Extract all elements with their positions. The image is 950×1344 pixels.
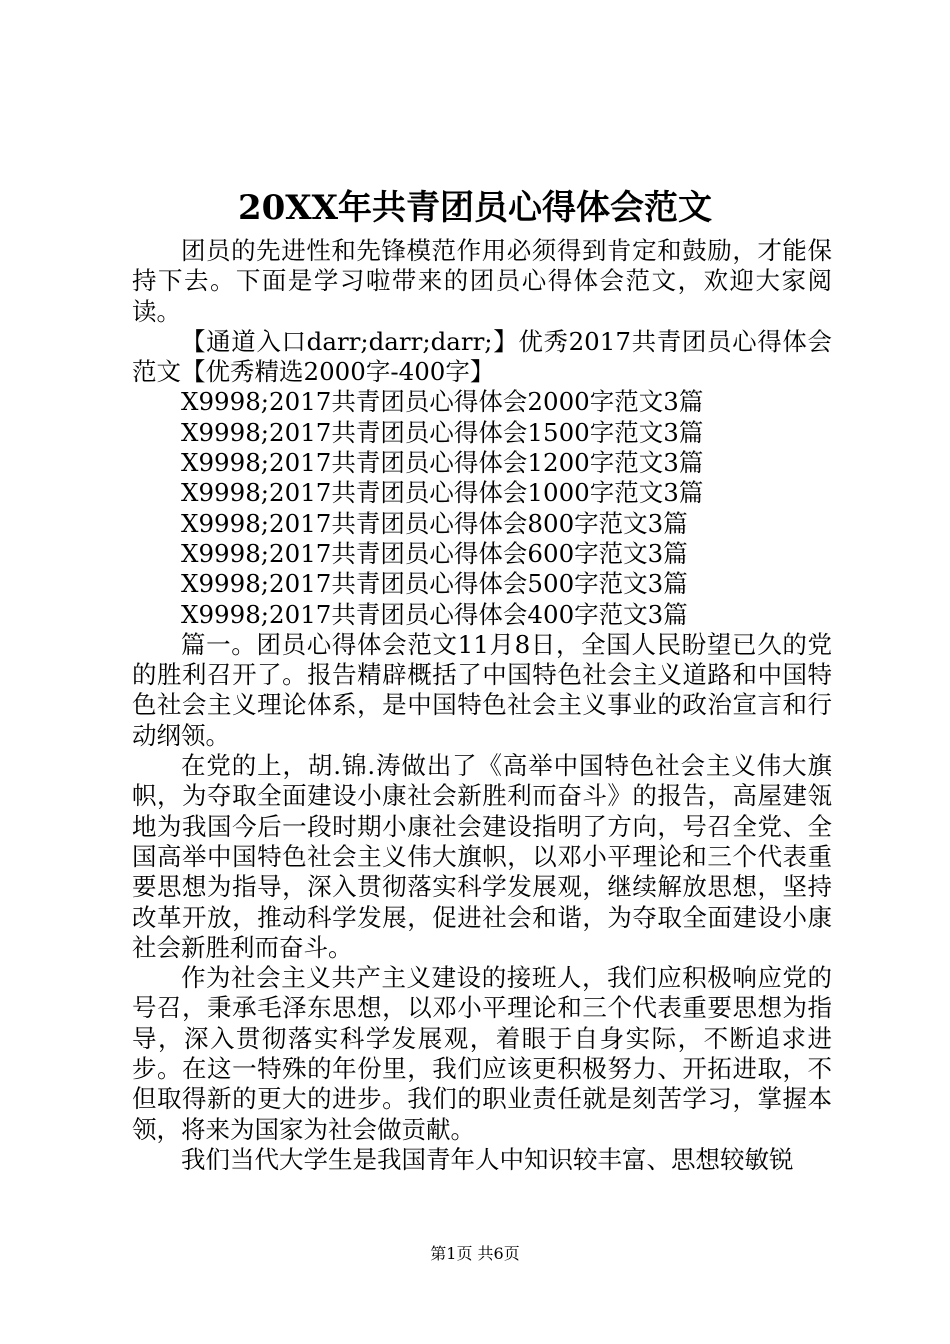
page-footer: 第1页 共6页 [430,1244,520,1263]
list-item: X9998;2017共青团员心得体会600字范文3篇 [181,538,688,568]
body-paragraph: 篇一。团员心得体会范文11月8日，全国人民盼望已久的党的胜利召开了。报告精辟概括了中国特色社会主义道路和中国特色社会主义理论体系，是中国特色社会主义事业的政治宣言和行动纲领。 [132,629,832,750]
intro-paragraph: 团员的先进性和先锋模范作用必须得到肯定和鼓励，才能保持下去。下面是学习啦带来的团员心得体会范文，欢迎大家阅读。 [132,236,832,326]
list-item: X9998;2017共青团员心得体会1000字范文3篇 [181,478,704,508]
document-body [132,236,832,1175]
body-paragraph: 在党的上，胡.锦.涛做出了《高举中国特色社会主义伟大旗帜，为夺取全面建设小康社会新胜利而奋斗》的报告，高屋建瓴地为我国今后一段时期小康社会建设指明了方向，号召全党、全国高举中国特色社会主义伟大旗帜，以邓小平理论和三个代表重要思想为指导，深入贯彻落实科学发展观，继续解放思想，坚持改革开放，推动科学发展，促进社会和谐，为夺取全面建设小康社会新胜利而奋斗。 [132,751,832,962]
list-item: X9998;2017共青团员心得体会500字范文3篇 [181,569,688,599]
body-paragraph: 作为社会主义共产主义建设的接班人，我们应积极响应党的号召，秉承毛泽东思想，以邓小平理论和三个代表重要思想为指导，深入贯彻落实科学发展观，着眼于自身实际，不断追求进步。在这一特殊的年份里，我们应该更积极努力、开拓进取，不但取得新的更大的进步。我们的职业责任就是刻苦学习，掌握本领，将来为国家为社会做贡献。 [132,963,832,1144]
body-paragraph: 我们当代大学生是我国青年人中知识较丰富、思想较敏锐 [181,1144,794,1174]
list-item: X9998;2017共青团员心得体会800字范文3篇 [181,508,688,538]
list-item: X9998;2017共青团员心得体会400字范文3篇 [181,599,688,629]
list-item: X9998;2017共青团员心得体会2000字范文3篇 [181,387,704,417]
list-item: X9998;2017共青团员心得体会1200字范文3篇 [181,448,704,478]
channel-line: 【通道入口darr;darr;darr;】优秀2017共青团员心得体会范文【优秀精选2000字-400字】 [132,326,832,387]
article-link-list [132,387,832,629]
page-title: 20XX年共青团员心得体会范文 [237,188,713,228]
list-item: X9998;2017共青团员心得体会1500字范文3篇 [181,417,704,447]
